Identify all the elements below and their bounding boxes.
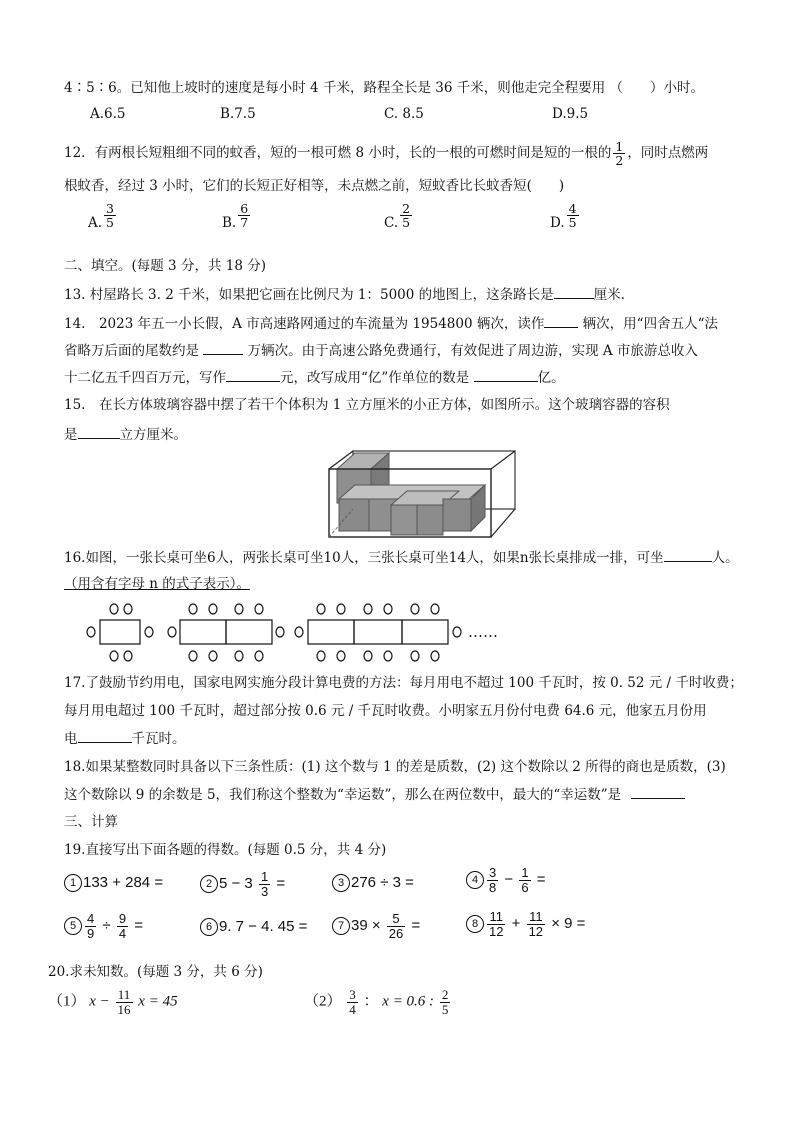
frac-num: 5 bbox=[392, 911, 400, 926]
fraction bbox=[519, 866, 530, 894]
seat bbox=[295, 627, 303, 637]
seat bbox=[209, 651, 217, 661]
q12-option-c[interactable] bbox=[384, 201, 414, 237]
item-number: 5 bbox=[64, 917, 82, 935]
operator: ÷ bbox=[102, 917, 111, 935]
operator: + bbox=[511, 915, 521, 933]
seat bbox=[255, 651, 263, 661]
q15-answer-blank[interactable] bbox=[78, 424, 120, 439]
q15-text-a: 是 bbox=[64, 427, 78, 443]
q12-line1 bbox=[64, 140, 708, 167]
problem-label: （1） bbox=[48, 993, 86, 1010]
expr: x − bbox=[89, 993, 110, 1010]
seat bbox=[337, 604, 345, 614]
tables-figure bbox=[80, 600, 480, 666]
q18-line1: 18.如果某整数同时具备以下三条性质：(1) 这个数与 1 的差是质数，(2) 这个数除以 2 所得的商也是质数，(3) bbox=[64, 759, 726, 775]
q14-line2 bbox=[64, 340, 698, 361]
frac-den: 5 bbox=[402, 215, 411, 231]
frac-den: 26 bbox=[388, 925, 404, 941]
expr-tail: × 9 = bbox=[551, 915, 586, 933]
seat bbox=[431, 604, 439, 614]
frac-num: 3 bbox=[489, 865, 497, 880]
frac-den: 7 bbox=[240, 215, 249, 231]
fraction bbox=[440, 988, 451, 1016]
frac-den: 4 bbox=[118, 925, 127, 941]
seat bbox=[411, 604, 419, 614]
cube-front bbox=[339, 499, 369, 531]
seat bbox=[235, 604, 243, 614]
option-fraction bbox=[400, 202, 412, 229]
option-label: A. bbox=[88, 215, 103, 232]
expr-tail: = bbox=[134, 917, 143, 935]
q16-answer-blank[interactable] bbox=[664, 547, 712, 562]
q11-line: 4∶5∶6。已知他上坡时的速度是每小时 4 千米，路程全长是 36 千米，则他走完全程要用 （ ）小时。 bbox=[64, 80, 704, 96]
frac-den: 6 bbox=[521, 879, 529, 895]
fraction bbox=[259, 870, 270, 898]
table-2b bbox=[226, 620, 272, 644]
fraction bbox=[527, 910, 545, 938]
q19-item-6[interactable] bbox=[200, 918, 307, 936]
item-number: 4 bbox=[466, 871, 484, 889]
seat bbox=[317, 651, 325, 661]
q11-option-d[interactable]: D.9.5 bbox=[552, 106, 589, 122]
frac-den: 12 bbox=[489, 923, 504, 939]
frac-den: 4 bbox=[349, 1001, 356, 1017]
q16-text-a: 16.如图，一张长桌可坐6人，两张长桌可坐10人，三张长桌可坐14人，如果n张长桌排成一排，可坐 bbox=[64, 550, 664, 566]
q12-frac-num: 1 bbox=[615, 139, 624, 154]
q14-reading-blank[interactable] bbox=[544, 313, 578, 328]
fraction bbox=[487, 910, 505, 938]
problem-label: （2） bbox=[304, 993, 342, 1010]
q20-problem-2[interactable] bbox=[304, 988, 452, 1016]
section-3-heading: 三、计算 bbox=[64, 814, 118, 830]
frac-den: 8 bbox=[489, 879, 497, 895]
seat bbox=[145, 627, 153, 637]
q17-text-a: 电 bbox=[64, 731, 78, 747]
q19-item-7[interactable] bbox=[332, 912, 420, 940]
q14-write-blank[interactable] bbox=[226, 367, 280, 382]
table-3c bbox=[402, 620, 448, 644]
seat bbox=[317, 604, 325, 614]
option-label: D. bbox=[550, 215, 565, 232]
item-number: 6 bbox=[200, 918, 218, 936]
expr-tail: = bbox=[276, 875, 286, 893]
fraction bbox=[116, 988, 133, 1016]
frac-num: 3 bbox=[106, 201, 114, 216]
seat bbox=[411, 651, 419, 661]
q13-line bbox=[64, 284, 625, 305]
q18-line2 bbox=[64, 784, 685, 805]
table-3a bbox=[308, 620, 354, 644]
frac-num: 4 bbox=[568, 201, 577, 216]
fraction bbox=[487, 866, 498, 894]
q18-text: 这个数除以 9 的余数是 5，我们称这个整数为“幸运数”，那么在两位数中，最大的“幸运数”是 bbox=[64, 787, 622, 803]
seat bbox=[431, 651, 439, 661]
q14-line3 bbox=[64, 367, 565, 388]
seat bbox=[189, 651, 197, 661]
table-2a bbox=[180, 620, 226, 644]
q14-text-d: 万辆次。由于高速公路免费通行，有效促进了周边游，实现 A 市旅游总收入 bbox=[243, 343, 698, 359]
fraction bbox=[387, 912, 405, 940]
frac-den: 3 bbox=[260, 883, 269, 899]
q12-text-a: 12．有两根长短粗细不同的蚊香，短的一根可燃 8 小时，长的一根的可燃时间是短的一根的 bbox=[64, 145, 612, 162]
table-1 bbox=[100, 620, 140, 644]
frac-num: 2 bbox=[402, 201, 411, 216]
q12-option-d[interactable] bbox=[550, 201, 581, 237]
item-number: 3 bbox=[332, 874, 350, 892]
q12-text-b: ，同时点燃两 bbox=[627, 145, 709, 162]
item-number: 8 bbox=[466, 915, 484, 933]
fraction bbox=[117, 912, 128, 940]
operator: − bbox=[504, 871, 514, 889]
q11-option-b[interactable]: B.7.5 bbox=[220, 106, 256, 122]
seat bbox=[124, 604, 132, 614]
expr-tail: = bbox=[536, 871, 546, 889]
container-edge bbox=[491, 451, 515, 469]
q14-text-a: 14. 2023 年五一小长假，A 市高速路网通过的车流量为 1954800 辆次，读作 bbox=[64, 316, 545, 332]
q14-text-g: 亿。 bbox=[537, 370, 565, 386]
q19-item-1[interactable] bbox=[64, 874, 163, 892]
q14-text-b: 辆次，用“四舍五人“法 bbox=[578, 316, 718, 332]
seat bbox=[384, 651, 392, 661]
seat bbox=[124, 651, 132, 661]
frac-num: 11 bbox=[489, 909, 503, 924]
frac-num: 1 bbox=[521, 865, 529, 880]
q20-problem-1[interactable] bbox=[48, 988, 178, 1016]
frac-num: 2 bbox=[441, 987, 449, 1002]
q17-text-b: 千瓦时。 bbox=[131, 731, 186, 747]
q13-text: 13. 村屋路长 3. 2 千米，如果把它画在比例尺为 1：5000 的地图上，这条路长是 bbox=[64, 287, 554, 303]
q12-fraction bbox=[613, 140, 625, 167]
seat bbox=[364, 604, 372, 614]
expr: 9. 7 − 4. 45 = bbox=[219, 918, 308, 935]
seat bbox=[235, 651, 243, 661]
item-number: 1 bbox=[64, 874, 82, 892]
q16-line1 bbox=[64, 547, 739, 568]
fraction bbox=[85, 912, 96, 940]
q16-line2: （用含有字母 n 的式子表示）。 bbox=[64, 576, 251, 592]
fraction bbox=[347, 988, 358, 1016]
q12-option-b[interactable] bbox=[222, 201, 252, 237]
expr-tail: x = 45 bbox=[138, 993, 178, 1010]
seat bbox=[364, 651, 372, 661]
item-number: 2 bbox=[200, 875, 218, 893]
seat bbox=[255, 604, 263, 614]
seat bbox=[110, 604, 118, 614]
q19-item-8[interactable] bbox=[466, 910, 585, 938]
expr: 5 − 3 bbox=[219, 875, 253, 893]
expr-tail: = bbox=[411, 917, 421, 935]
ratio-sign: ： bbox=[363, 993, 379, 1010]
seat bbox=[276, 627, 284, 637]
q13-answer-blank[interactable] bbox=[554, 284, 594, 299]
tables-ellipsis: …… bbox=[468, 623, 498, 641]
expr: x = 0.6 : bbox=[382, 993, 435, 1010]
option-fraction bbox=[567, 202, 579, 229]
seat bbox=[384, 604, 392, 614]
frac-den: 5 bbox=[441, 1001, 449, 1017]
q11-option-c[interactable]: C. 8.5 bbox=[384, 106, 424, 122]
q18-answer-blank[interactable] bbox=[631, 784, 685, 799]
frac-den: 5 bbox=[106, 215, 114, 231]
cube-front bbox=[391, 505, 417, 535]
q15-text-b: 立方厘米。 bbox=[119, 427, 187, 443]
q14-yi-blank[interactable] bbox=[474, 367, 538, 382]
frac-den: 12 bbox=[528, 923, 544, 939]
q14-text-c: 省略万后面的尾数约是 bbox=[64, 343, 204, 359]
q17-line3 bbox=[64, 728, 186, 749]
q15-line2 bbox=[64, 424, 187, 445]
frac-den: 5 bbox=[568, 215, 577, 231]
q12-line2: 根蚊香，经过 3 小时，它们的长短正好相等，未点燃之前，短蚊香比长蚊香短( ) bbox=[64, 178, 565, 194]
q19-item-5[interactable] bbox=[64, 912, 143, 940]
cube-front bbox=[417, 505, 443, 535]
q14-line1 bbox=[64, 313, 718, 334]
cube-front bbox=[443, 499, 471, 531]
expr: 39 × bbox=[351, 917, 381, 935]
seat bbox=[337, 651, 345, 661]
seat bbox=[453, 627, 461, 637]
item-number: 7 bbox=[332, 917, 350, 935]
frac-num: 3 bbox=[349, 987, 356, 1002]
option-fraction bbox=[104, 202, 116, 229]
seat bbox=[189, 604, 197, 614]
q14-approx-blank[interactable] bbox=[203, 340, 243, 355]
q15-line1: 15. 在长方体玻璃容器中摆了若干个体积为 1 立方厘米的小正方体，如图所示。这个玻璃容器的容积 bbox=[64, 397, 670, 413]
q19-item-2[interactable] bbox=[200, 870, 285, 898]
q19-item-3[interactable] bbox=[332, 874, 414, 892]
q14-text-f: 元，改写成用“亿”作单位的数是 bbox=[280, 370, 474, 386]
seat bbox=[168, 627, 176, 637]
table-3b bbox=[354, 620, 402, 644]
glass-container-figure bbox=[325, 447, 520, 542]
option-fraction bbox=[238, 202, 250, 229]
container-edge bbox=[491, 509, 515, 537]
seat bbox=[87, 627, 95, 637]
expr: 133 + 284 = bbox=[83, 874, 164, 891]
frac-den: 16 bbox=[117, 1001, 131, 1017]
seat bbox=[209, 604, 217, 614]
q17-answer-blank[interactable] bbox=[78, 728, 132, 743]
q12-frac-den: 2 bbox=[615, 153, 624, 169]
frac-num: 11 bbox=[529, 909, 543, 924]
frac-num: 9 bbox=[118, 911, 127, 926]
frac-num: 6 bbox=[240, 201, 249, 216]
q13-unit: 厘米. bbox=[593, 287, 625, 303]
option-label: C. bbox=[384, 215, 399, 232]
frac-num: 1 bbox=[260, 869, 269, 884]
q17-line2: 每月用电超过 100 千瓦时，超过部分按 0.6 元 / 千瓦时收费。小明家五月份付电费 64.6 元，他家五月份用 bbox=[64, 703, 707, 719]
q12-option-a[interactable] bbox=[88, 201, 118, 237]
frac-num: 11 bbox=[117, 987, 131, 1002]
q11-option-a[interactable]: A.6.5 bbox=[90, 106, 126, 122]
section-2-heading: 二、填空。(每题 3 分，共 18 分) bbox=[64, 258, 266, 274]
q19-title: 19.直接写出下面各题的得数。(每题 0.5 分，共 4 分) bbox=[64, 842, 387, 858]
q17-line1: 17.了鼓励节约用电，国家电网实施分段计算电费的方法：每月用电不超过 100 千瓦时，按 0. 52 元 / 千时收费； bbox=[64, 675, 743, 691]
expr: 276 ÷ 3 = bbox=[351, 874, 414, 891]
q14-text-e: 十二亿五千四百万元，写作 bbox=[64, 370, 226, 386]
q16-text-b: 人。 bbox=[711, 550, 739, 566]
frac-den: 9 bbox=[87, 925, 95, 941]
frac-num: 4 bbox=[87, 911, 95, 926]
q19-item-4[interactable] bbox=[466, 866, 546, 894]
q20-title: 20.求未知数。(每题 3 分，共 6 分) bbox=[48, 964, 263, 980]
option-label: B. bbox=[222, 215, 237, 232]
seat bbox=[110, 651, 118, 661]
